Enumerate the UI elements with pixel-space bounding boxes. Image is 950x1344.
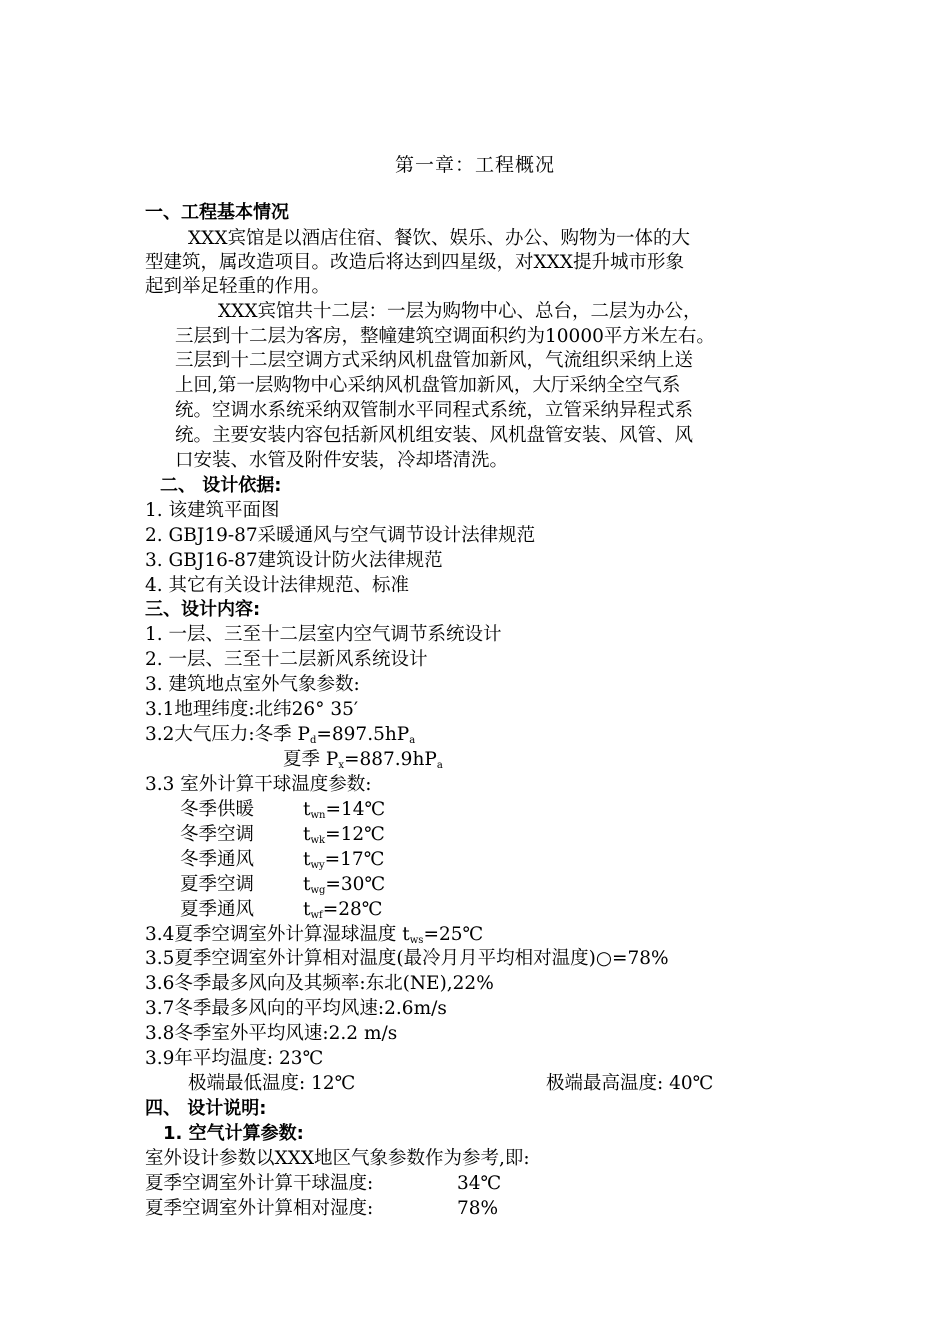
- dry-bulb-value: $t_{wk}=12℃$: [303, 824, 385, 846]
- paragraph-line: 三层到十二层为客房，整幢建筑空调面积约为10000平方米左右。: [175, 326, 715, 347]
- param-value: 78%: [457, 1198, 499, 1219]
- section-heading-3: 三、设计内容:: [145, 599, 261, 620]
- paragraph-line: 起到举足轻重的作用。: [145, 276, 331, 297]
- dry-bulb-name: 冬季供暖: [180, 799, 255, 820]
- section-heading-1: 一、工程基本情况: [145, 202, 289, 223]
- wet-bulb-line: 3.4夏季空调室外计算湿球温度 $t_{ws}=25℃$: [145, 924, 484, 946]
- dry-bulb-name: 夏季空调: [180, 874, 255, 895]
- list-item: 3. GBJ16-87建筑设计防火法律规范: [145, 550, 443, 571]
- list-item: 3.9年平均温度: 23℃: [145, 1048, 324, 1069]
- list-item: 3.5夏季空调室外计算相对温度(最冷月月平均相对温度)○=78%: [145, 948, 669, 969]
- dry-bulb-name: 冬季空调: [180, 824, 255, 845]
- dry-bulb-value: $t_{wf}=28℃$: [303, 899, 383, 921]
- paragraph-line: 统。空调水系统采纳双管制水平同程式系统，立管采纳异程式系: [175, 400, 694, 421]
- sub-heading: 1. 空气计算参数:: [163, 1123, 304, 1144]
- dry-bulb-value: $t_{wy}=17℃$: [303, 849, 385, 871]
- dry-bulb-heading: 3.3 室外计算干球温度参数:: [145, 774, 372, 795]
- paragraph-line: 口安装、水管及附件安装，冷却塔清洗。: [175, 450, 509, 471]
- section-heading-2: 二、 设计依据:: [160, 475, 282, 496]
- chapter-title: 第一章：工程概况: [394, 154, 555, 176]
- list-item: 2. GBJ19-87采暖通风与空气调节设计法律规范: [145, 525, 536, 546]
- paragraph-line: 室外设计参数以XXX地区气象参数作为参考,即:: [145, 1148, 530, 1169]
- dry-bulb-name: 夏季通风: [180, 899, 255, 920]
- paragraph-line: 三层到十二层空调方式采纳风机盘管加新风，气流组织采纳上送: [175, 350, 694, 371]
- paragraph-line: 上回,第一层购物中心采纳风机盘管加新风，大厅采纳全空气系: [175, 375, 681, 396]
- list-item: 3.6冬季最多风向及其频率:东北(NE),22%: [145, 973, 494, 994]
- param-value: 34℃: [457, 1173, 502, 1194]
- paragraph-line: 统。主要安装内容包括新风机组安装、风机盘管安装、风管、风: [175, 425, 694, 446]
- list-item: 3.7冬季最多风向的平均风速:2.6m/s: [145, 998, 447, 1019]
- param-label: 夏季空调室外计算相对湿度:: [145, 1198, 374, 1219]
- list-item: 4. 其它有关设计法律规范、标准: [145, 575, 410, 596]
- section-heading-4: 四、 设计说明:: [145, 1098, 267, 1119]
- list-item: 1. 一层、三至十二层室内空气调节系统设计: [145, 624, 502, 645]
- pressure-winter: 3.2大气压力:冬季 $P_d=897.5hP_a$: [145, 724, 416, 746]
- pressure-summer: 夏季 $P_x=887.9hP_a$: [283, 749, 443, 771]
- param-label: 夏季空调室外计算干球温度:: [145, 1173, 374, 1194]
- list-item: 2. 一层、三至十二层新风系统设计: [145, 649, 428, 670]
- paragraph-line: 型建筑，属改造项目。改造后将达到四星级，对XXX提升城市形象: [145, 252, 685, 273]
- extreme-low: 极端最低温度: 12℃: [188, 1073, 356, 1094]
- paragraph-line: XXX宾馆共十二层：一层为购物中心、总台，二层为办公，: [218, 301, 702, 322]
- extreme-high: 极端最高温度: 40℃: [546, 1073, 714, 1094]
- dry-bulb-name: 冬季通风: [180, 849, 255, 870]
- dry-bulb-value: $t_{wn}=14℃$: [303, 799, 386, 821]
- list-item: 3.8冬季室外平均风速:2.2 m/s: [145, 1023, 398, 1044]
- list-item: 3. 建筑地点室外气象参数:: [145, 674, 360, 695]
- paragraph-line: XXX宾馆是以酒店住宿、餐饮、娱乐、办公、购物为一体的大: [188, 228, 691, 249]
- list-item: 3.1地理纬度:北纬26° 35′: [145, 699, 359, 720]
- dry-bulb-value: $t_{wg}=30℃$: [303, 874, 386, 896]
- list-item: 1. 该建筑平面图: [145, 500, 280, 521]
